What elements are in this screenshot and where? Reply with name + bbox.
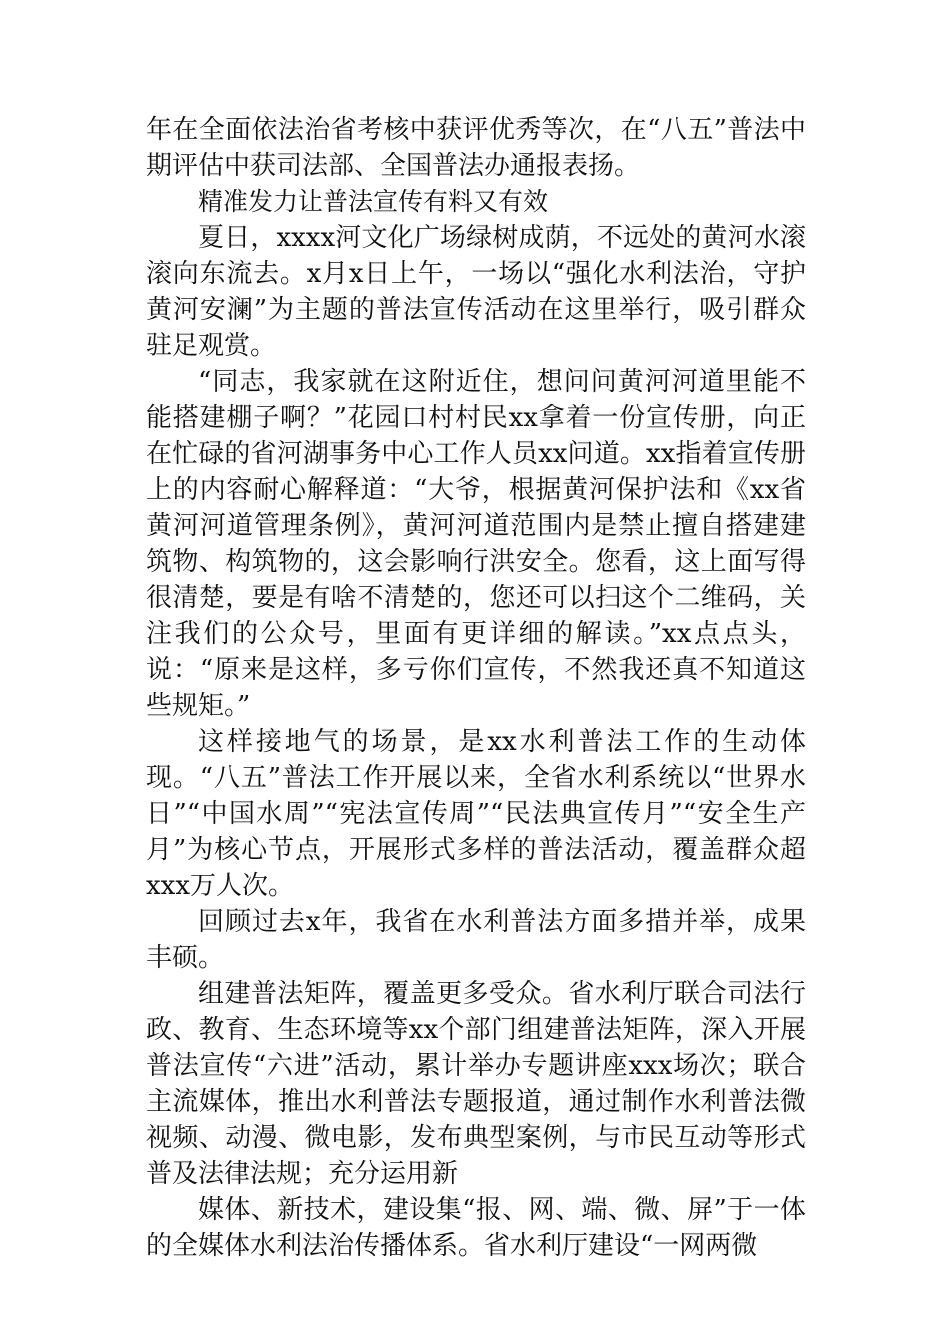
paragraph-matrix: 组建普法矩阵，覆盖更多受众。省水利厅联合司法行政、教育、生态环境等xx个部门组建普法矩阵，深入开展普法宣传“六进”活动，累计举办专题讲座xxx场次；联合主流媒体，推出水利普法专题报道，通过制作水利普法微视频、动漫、微电影，发布典型案例，与市民互动等形式普及法律法规；充分运用新	[146, 979, 806, 1189]
section-heading: 精准发力让普法宣传有料又有效	[198, 187, 549, 216]
paragraph-dialogue: “同志，我家就在这附近住，想问问黄河河道里能不能搭建棚子啊？”花园口村村民xx拿着一份宣传册，向正在忙碌的省河湖事务中心工作人员xx问道。xx指着宣传册上的内容耐心解释道：“大爷，根据黄河保护法和《xx省黄河河道管理条例》，黄河河道范围内是禁止擅自搭建建筑物、构筑物的，这会影响行洪安全。您看，这上面写得很清楚，要是有啥不清楚的，您还可以扫这个二维码，关注我们的公众号，里面有更详细的解读。”xx点点头，说：“原来是这样，多亏你们宣传，不然我还真不知道这些规矩。”	[146, 367, 806, 721]
paragraph-continuation: 年在全面依法治省考核中获评优秀等次，在“八五”普法中期评估中获司法部、全国普法办通报表扬。	[146, 115, 806, 181]
paragraph-grounded-scene: 这样接地气的场景，是xx水利普法工作的生动体现。“八五”普法工作开展以来，全省水利系统以“世界水日”“中国水周”“宪法宣传周”“民法典宣传月”“安全生产月”为核心节点，开展形式多样的普法活动，覆盖群众超xxx万人次。	[146, 727, 806, 901]
document-body	[146, 112, 806, 1264]
paragraph-review: 回顾过去x年，我省在水利普法方面多措并举，成果丰硕。	[146, 907, 806, 973]
paragraph-summer-event: 夏日，xxxx河文化广场绿树成荫，不远处的黄河水滚滚向东流去。x月x日上午，一场以“强化水利法治，守护黄河安澜”为主题的普法宣传活动在这里举行，吸引群众驻足观赏。	[146, 223, 806, 361]
paragraph-new-media: 媒体、新技术，建设集“报、网、端、微、屏”于一体的全媒体水利法治传播体系。省水利厅建设“一网两微	[146, 1195, 806, 1261]
